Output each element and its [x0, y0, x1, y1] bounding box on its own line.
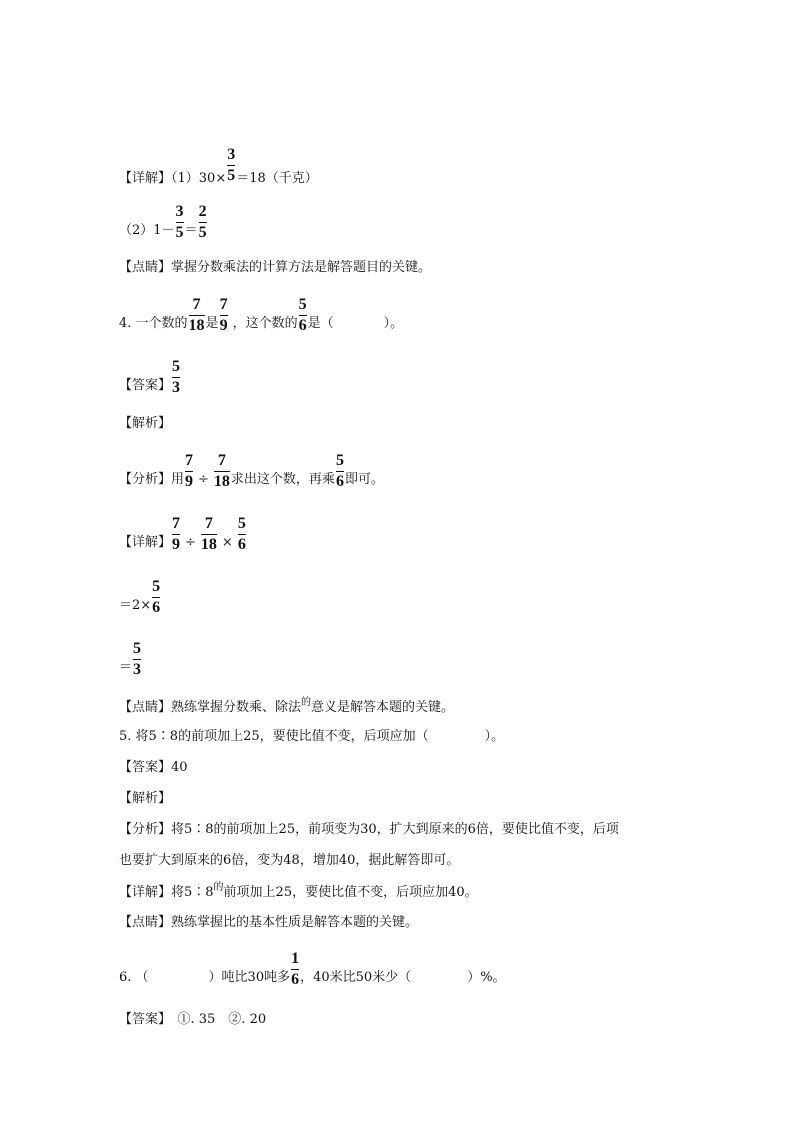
- numerator: 5: [133, 640, 142, 657]
- text: 【分析】用: [119, 472, 185, 487]
- numerator: 7: [172, 515, 181, 532]
- text: 【点睛】熟练掌握分数乘、除法: [119, 700, 302, 715]
- text: ）吨比30吨多: [208, 970, 291, 985]
- fraction: [152, 578, 160, 617]
- text: 即可。: [344, 472, 384, 487]
- denominator: 6: [237, 536, 246, 553]
- denominator: 9: [172, 536, 181, 553]
- detail-5: [119, 884, 478, 903]
- fraction-bar: [152, 597, 160, 598]
- analysis-heading-5: [119, 790, 171, 808]
- analysis-5-line-2: [119, 852, 459, 870]
- step-1: [119, 578, 161, 617]
- fraction: [291, 950, 299, 989]
- fraction: [227, 146, 235, 185]
- denominator: 6: [335, 473, 344, 490]
- text: 【点睛】熟练掌握比的基本性质是解答本题的关键。: [119, 915, 419, 930]
- fraction-bar: [133, 659, 141, 660]
- text: 求出这个数，再乘: [230, 472, 335, 487]
- numerator: 3: [227, 146, 236, 163]
- fraction-bar: [185, 471, 193, 472]
- step-2: [119, 640, 142, 679]
- answer-5: [119, 759, 188, 777]
- fraction: [201, 515, 217, 554]
- numerator: 7: [185, 452, 194, 469]
- text: 也要扩大到原来的6倍，变为48，增加40，据此解答即可。: [119, 853, 460, 868]
- denominator: 6: [291, 971, 300, 988]
- text: ）。: [484, 729, 505, 744]
- fraction: [172, 515, 180, 554]
- denominator: 18: [200, 536, 217, 553]
- key-point-line: [119, 259, 431, 277]
- analysis-5-line-1: [119, 821, 619, 839]
- question-6: [119, 950, 506, 989]
- fraction: [199, 203, 207, 242]
- numerator: 5: [172, 358, 181, 375]
- question-5: [119, 728, 504, 746]
- denominator: 3: [172, 379, 181, 396]
- text: 意义是解答本题的关键。: [311, 700, 455, 715]
- numerator: 5: [152, 578, 161, 595]
- key-point-4: [119, 699, 454, 718]
- superscript-text: 的: [301, 697, 312, 708]
- numerator: 3: [175, 203, 184, 220]
- denominator: 9: [219, 317, 228, 334]
- fraction: [220, 296, 228, 335]
- text: 【答案】: [119, 378, 172, 393]
- text: 4. 一个数的: [119, 316, 188, 331]
- text: 【点睛】掌握分数乘法的计算方法是解答题目的关键。: [119, 260, 432, 275]
- text: 5. 将5∶8的前项加上25，要使比值不变，后项应加（: [119, 729, 429, 744]
- fraction: [189, 296, 205, 335]
- text: 前项加上25，要使比值不变，后项应加40。: [223, 885, 478, 900]
- text: 是（: [307, 316, 334, 331]
- denominator: 6: [152, 599, 161, 616]
- detail-4: [119, 515, 247, 554]
- fraction: [299, 296, 307, 335]
- text: ）%。: [467, 970, 506, 985]
- question-4: [119, 296, 403, 335]
- detail-line-1: [119, 146, 318, 188]
- text: 【解析】: [119, 416, 172, 431]
- text: ，这个数的: [232, 316, 298, 331]
- text: 【详解】: [119, 535, 172, 550]
- fraction-bar: [336, 471, 344, 472]
- text: ÷: [185, 535, 196, 550]
- denominator: 5: [198, 224, 207, 241]
- fraction-bar: [201, 534, 217, 535]
- text: ＝2×: [119, 598, 152, 613]
- numerator: 2: [198, 203, 207, 220]
- denominator: 18: [213, 473, 230, 490]
- fraction-bar: [220, 315, 228, 316]
- text: 是: [205, 316, 219, 331]
- answer-6: [119, 1011, 266, 1029]
- answer-4: [119, 358, 181, 397]
- denominator: 18: [188, 317, 205, 334]
- text: （2）1－: [119, 223, 175, 238]
- text: ）。: [383, 316, 404, 331]
- text: ＝: [119, 660, 133, 675]
- fraction: [176, 203, 184, 242]
- key-point-5: [119, 914, 418, 932]
- numerator: 7: [204, 515, 213, 532]
- text: 6. （: [119, 970, 149, 985]
- fraction-bar: [189, 315, 205, 316]
- text: 【解析】: [119, 791, 172, 806]
- numerator: 1: [291, 950, 300, 967]
- fraction: [172, 358, 180, 397]
- denominator: 9: [185, 473, 194, 490]
- text: ×: [221, 535, 233, 550]
- fraction: [185, 452, 193, 491]
- analysis-heading-4: [119, 415, 171, 433]
- text: 【分析】将5∶8的前项加上25，前项变为30，扩大到原来的6倍，要使比值不变，后项: [119, 822, 619, 837]
- text: ＝: [184, 223, 198, 238]
- fraction-bar: [299, 315, 307, 316]
- fraction-bar: [227, 165, 235, 166]
- fraction-bar: [199, 222, 207, 223]
- fraction-bar: [172, 534, 180, 535]
- denominator: 5: [175, 224, 184, 241]
- superscript-text: 的: [213, 882, 224, 893]
- fraction-bar: [172, 377, 180, 378]
- denominator: 3: [133, 661, 142, 678]
- numerator: 7: [192, 296, 201, 313]
- text: 【答案】40: [119, 760, 188, 775]
- text: ＝18（千克）: [236, 171, 318, 186]
- fraction-bar: [214, 471, 230, 472]
- text: ，40米比50米少（: [300, 970, 412, 985]
- denominator: 6: [298, 317, 307, 334]
- denominator: 5: [227, 167, 236, 184]
- text: 【答案】 ①. 35 ②. 20: [119, 1012, 267, 1027]
- fraction-bar: [238, 534, 246, 535]
- numerator: 7: [217, 452, 226, 469]
- fraction: [336, 452, 344, 491]
- fraction-bar: [176, 222, 184, 223]
- numerator: 5: [298, 296, 307, 313]
- numerator: 7: [219, 296, 228, 313]
- analysis-4: [119, 452, 384, 491]
- detail-line-2: [119, 203, 208, 242]
- fraction-bar: [291, 969, 299, 970]
- text: ÷: [198, 472, 209, 487]
- text: 【详解】将5∶8: [119, 885, 214, 900]
- text: 【详解】（1）30×: [119, 171, 227, 186]
- fraction: [133, 640, 141, 679]
- fraction: [238, 515, 246, 554]
- numerator: 5: [237, 515, 246, 532]
- numerator: 5: [335, 452, 344, 469]
- fraction: [214, 452, 230, 491]
